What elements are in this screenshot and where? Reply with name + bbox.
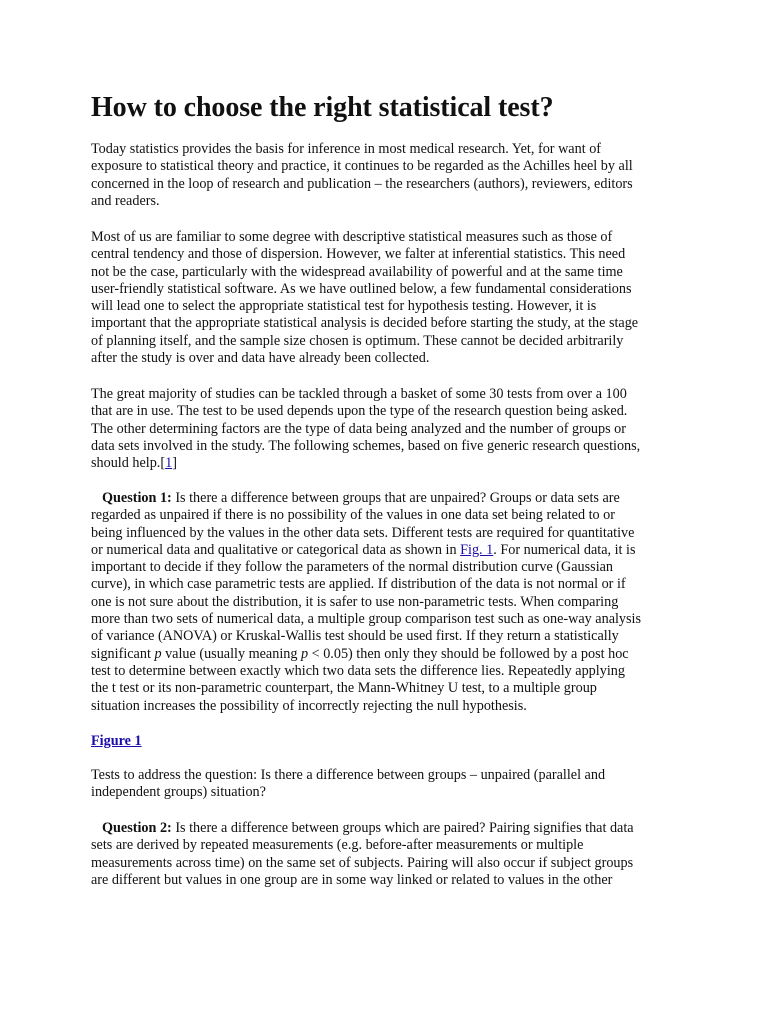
paragraph-test-basket (91, 386, 691, 472)
text-line: curve), in which case parametric tests are applied. If distribution of the data is not normal or if (91, 576, 626, 593)
text-line: of planning itself, and the sample size chosen is optimum. These cannot be decided arbitrarily (91, 332, 624, 349)
text-line: after the study is over and data have already been collected. (91, 350, 430, 367)
text-fragment: . For numerical data, it is (493, 541, 636, 558)
text-line: Most of us are familiar to some degree with descriptive statistical measures such as those of (91, 229, 613, 245)
text-line: situation increases the possibility of incorrectly rejecting the null hypothesis. (91, 697, 527, 714)
text-line: measurements across time) on the same set of subjects. Pairing will also occur if subject groups (91, 854, 634, 871)
text-line: the t test or its non-parametric counterpart, the Mann-Whitney U test, to a multiple group (91, 680, 597, 697)
question-2-label: Question 2: (102, 820, 172, 836)
text-line: and readers. (91, 192, 160, 209)
text-line: concerned in the loop of research and publication – the researchers (authors), reviewers, editors (91, 175, 633, 192)
figure-1-link[interactable]: Figure 1 (91, 733, 142, 749)
text-line: one is not sure about the distribution, it is safer to use non-parametric tests. When comparing (91, 593, 619, 610)
italic-variable: p (301, 645, 309, 662)
text-line: more than two sets of numerical data, a multiple group comparison test such as one-way analysis (91, 611, 642, 628)
figure-1-heading (91, 732, 142, 750)
text-fragment: value (usually meaning (161, 645, 302, 662)
text-fragment: or numerical data and qualitative or categorical data as shown in (91, 541, 461, 558)
text-line: regarded as unpaired if there is no possibility of the values in one data set being related to or (91, 507, 615, 524)
paragraph-intro (91, 141, 691, 210)
text-line: central tendency and those of dispersion. However, we falter at inferential statistics. This need (91, 246, 626, 263)
text-fragment: ] (172, 455, 177, 472)
text-line (91, 820, 691, 837)
text-line: exposure to statistical theory and practice, it continues to be regarded as the Achilles heel by all (91, 158, 633, 175)
text-line: are different but values in one group are in some way linked or related to values in the other (91, 871, 613, 888)
text-fragment: < 0.05) then only they should be followed by a post hoc (308, 645, 629, 662)
text-line: will lead one to select the appropriate statistical test for hypothesis testing. However, it is (91, 298, 597, 315)
text-line: data sets involved in the study. The following schemes, based on five generic research questions, (91, 437, 641, 454)
text-line: The other determining factors are the type of data being analyzed and the number of groups or (91, 420, 626, 437)
page-title: How to choose the right statistical test? (91, 92, 554, 123)
figure-1-caption (91, 767, 691, 802)
reference-link-1[interactable]: 1 (165, 455, 173, 472)
text-line: independent groups) situation? (91, 784, 266, 801)
text-fragment: Is there a difference between groups that are unpaired? Groups or data sets are (171, 490, 620, 506)
italic-variable: p (154, 645, 162, 662)
text-line: important that the appropriate statistical analysis is decided before starting the study, at the stage (91, 315, 639, 332)
text-line: important to decide if they follow the parameters of the normal distribution curve (Gaussian (91, 559, 614, 576)
text-line (91, 455, 691, 472)
paragraph-question-2 (91, 820, 691, 889)
text-line: of variance (ANOVA) or Kruskal-Wallis test should be used first. If they return a statistically (91, 628, 619, 645)
question-1-label: Question 1: (102, 490, 172, 506)
text-line: Tests to address the question: Is there a difference between groups – unpaired (parallel and (91, 767, 606, 783)
text-line (91, 542, 691, 559)
fig-1-link[interactable]: Fig. 1 (460, 541, 494, 558)
text-fragment: significant (91, 645, 155, 662)
text-line: test to determine between exactly which two data sets the difference lies. Repeatedly applying (91, 662, 625, 679)
text-line: being influenced by the values in the other data sets. Different tests are required for quantitative (91, 524, 635, 541)
text-line (91, 646, 691, 663)
text-fragment: Is there a difference between groups which are paired? Pairing signifies that data (171, 820, 634, 836)
text-line: that are in use. The test to be used depends upon the type of the research question being asked. (91, 403, 628, 420)
paragraph-descriptive-statistics (91, 229, 691, 367)
text-fragment: should help.[ (91, 455, 166, 472)
text-line: Today statistics provides the basis for inference in most medical research. Yet, for want of (91, 141, 602, 157)
text-line (91, 490, 691, 507)
text-line: not be the case, particularly with the widespread availability of powerful and at the same time (91, 263, 623, 280)
text-line: The great majority of studies can be tackled through a basket of some 30 tests from over a 100 (91, 386, 627, 402)
text-line: user-friendly statistical software. As we have outlined below, a few fundamental considerations (91, 280, 632, 297)
paragraph-question-1 (91, 490, 691, 715)
text-line: sets are derived by repeated measurements (e.g. before-after measurements or multiple (91, 837, 584, 854)
